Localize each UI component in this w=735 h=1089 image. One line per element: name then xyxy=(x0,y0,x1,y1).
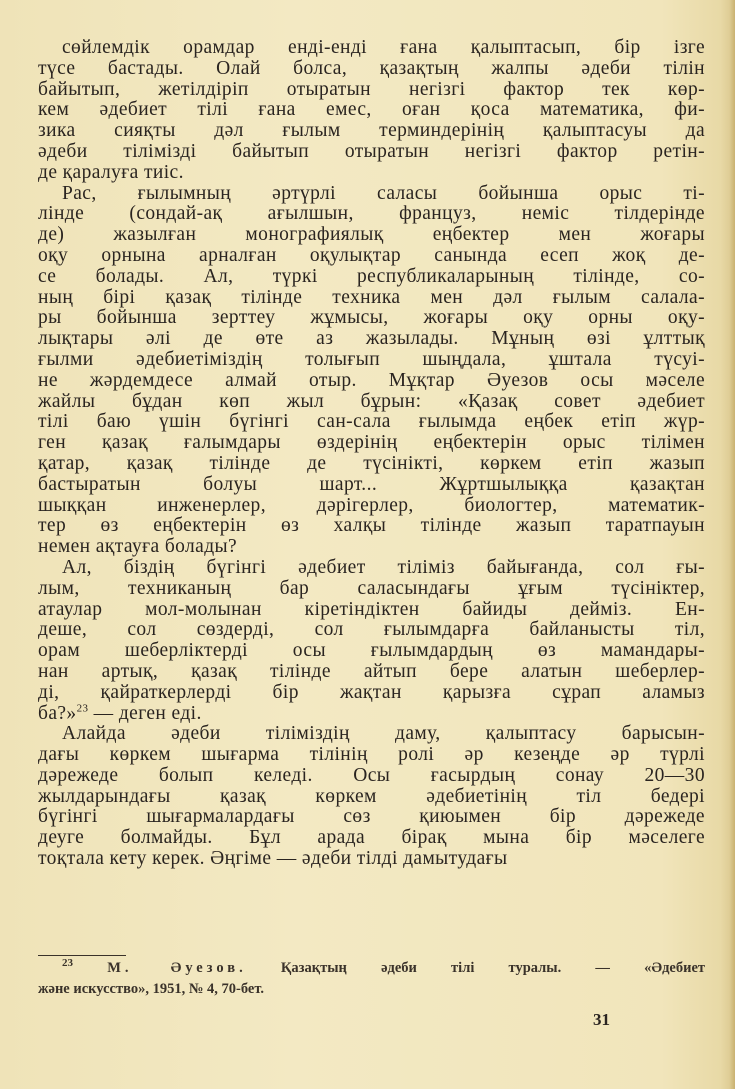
text-line: не жәрдемдесе алмай отыр. Мұқтар Әуезов осы мәселе xyxy=(38,370,705,391)
footnote-divider xyxy=(38,955,126,956)
text-line: дәрежеде болып келеді. Осы ғасырдың сонау 20—30 xyxy=(38,765,705,786)
text-line: зика сияқты дәл ғылым терминдерінің қалыптасуы да xyxy=(38,121,705,142)
quote-end: ба?» xyxy=(38,703,77,724)
footnote-line-1 xyxy=(38,958,705,979)
footnote-reference: 23 xyxy=(76,703,89,714)
text-line: де қаралуға тиіс. xyxy=(38,162,184,183)
text-line: лым, техниканың бар саласындағы ұғым түсініктер, xyxy=(38,578,705,599)
text-line: дағы көркем шығарма тілінің ролі әр кезеңде әр түрлі xyxy=(38,745,705,766)
text-line: бастыратын болуы шарт... Жұртшылыққа қазақтан xyxy=(38,474,705,495)
text-line: ның бірі қазақ тілінде техника мен дәл ғылым салала- xyxy=(38,287,705,308)
text-line: лінде (сондай-ақ ағылшын, француз, неміс тілдерінде xyxy=(38,204,705,225)
text-line: немен ақтауға болады? xyxy=(38,537,238,558)
text-line: бүгінгі шығармалардағы сөз қиюымен бір дәрежеде xyxy=(38,807,705,828)
text-line: түсе бастады. Олай болса, қазақтың жалпы әдеби тілін xyxy=(38,58,705,79)
text-line: оқу орнына арналған оқулықтар санында есеп жоқ де- xyxy=(38,245,705,266)
text-line: се болады. Ал, түркі республикаларының тілінде, со- xyxy=(38,266,705,287)
text-line: де) жазылған монографиялық еңбектер мен жоғары xyxy=(38,225,705,246)
text-line: жайлы бұдан көп жыл бұрын: «Қазақ совет әдебиет xyxy=(38,391,705,412)
text-line: ғылми әдебиетіміздің толығып шыңдала, ұштала түсуі- xyxy=(38,349,705,370)
text-line: ры бойынша зерттеу жұмысы, жоғары оқу орны оқу- xyxy=(38,308,705,329)
text-line: атаулар мол-молынан кіретіндіктен байиды дейміз. Ен- xyxy=(38,599,705,620)
text-line: тоқтала кету керек. Әңгіме — әдеби тілді дамытудағы xyxy=(38,849,508,870)
text-line: тілі баю үшін бүгінгі сан-сала ғылымда еңбек етіп жүр- xyxy=(38,412,705,433)
quote-attribution: — деген еді. xyxy=(88,703,202,724)
footnote-line-2: және искусство», 1951, № 4, 70-бет. xyxy=(38,981,265,997)
footnote-title: Қазақтың әдеби тілі туралы. — «Әдебиет xyxy=(280,960,706,976)
text-line: сөйлемдік орамдар енді-енді ғана қалыптасып, бір ізге xyxy=(62,38,705,58)
text-line: әдеби тілімізді байытып отыратын негізгі фактор ретін- xyxy=(38,141,705,162)
text-line: нан артық, қазақ тілінде айтып бере алатын шеберлер- xyxy=(38,661,705,682)
text-line: кем әдебиет тілі ғана емес, оған қоса математика, фи- xyxy=(38,100,705,121)
text-line: лықтары әлі де өте аз жазылады. Мұның өзі ұлттық xyxy=(38,329,705,350)
page-number: 31 xyxy=(593,1010,610,1029)
page-edge xyxy=(729,0,735,1089)
text-line: ді, қайраткерлерді бір жақтан қарызға сұрап аламыз xyxy=(38,682,705,703)
footnote-author: М. Әуезов. xyxy=(107,960,247,976)
text-line: Алайда әдеби тіліміздің даму, қалыптасу барысын- xyxy=(62,724,705,745)
footnote-number: 23 xyxy=(62,957,73,970)
text-line: деуге болмайды. Бұл арада бірақ мына бір мәселеге xyxy=(38,828,705,849)
text-line: тер өз еңбектерін өз халқы тілінде жазып таратпауын xyxy=(38,516,705,537)
text-line: қатар, қазақ тілінде де түсінікті, көркем етіп жазып xyxy=(38,453,705,474)
text-line: орам шеберліктерді осы ғылымдардың өз мамандары- xyxy=(38,641,705,662)
text-line: жылдарындағы қазақ көркем әдебиетінің тіл бедері xyxy=(38,786,705,807)
text-line: байытып, жетілдіріп отыратын негізгі фактор тек көр- xyxy=(38,79,705,100)
text-line: ген қазақ ғалымдары өздерінің еңбектерін орыс тілімен xyxy=(38,433,705,454)
text-line: Ал, біздің бүгінгі әдебиет тіліміз байығанда, сол ғы- xyxy=(62,557,705,578)
text-line: деше, сол сөздерді, сол ғылымдарға байланысты тіл, xyxy=(38,620,705,641)
text-line: Рас, ғылымның әртүрлі саласы бойынша орыс ті- xyxy=(62,183,705,204)
footnote xyxy=(38,958,705,1000)
text-line xyxy=(38,704,705,725)
text-line: шыққан инженерлер, дәрігерлер, биологтер, математик- xyxy=(38,495,705,516)
body-text xyxy=(38,38,705,870)
